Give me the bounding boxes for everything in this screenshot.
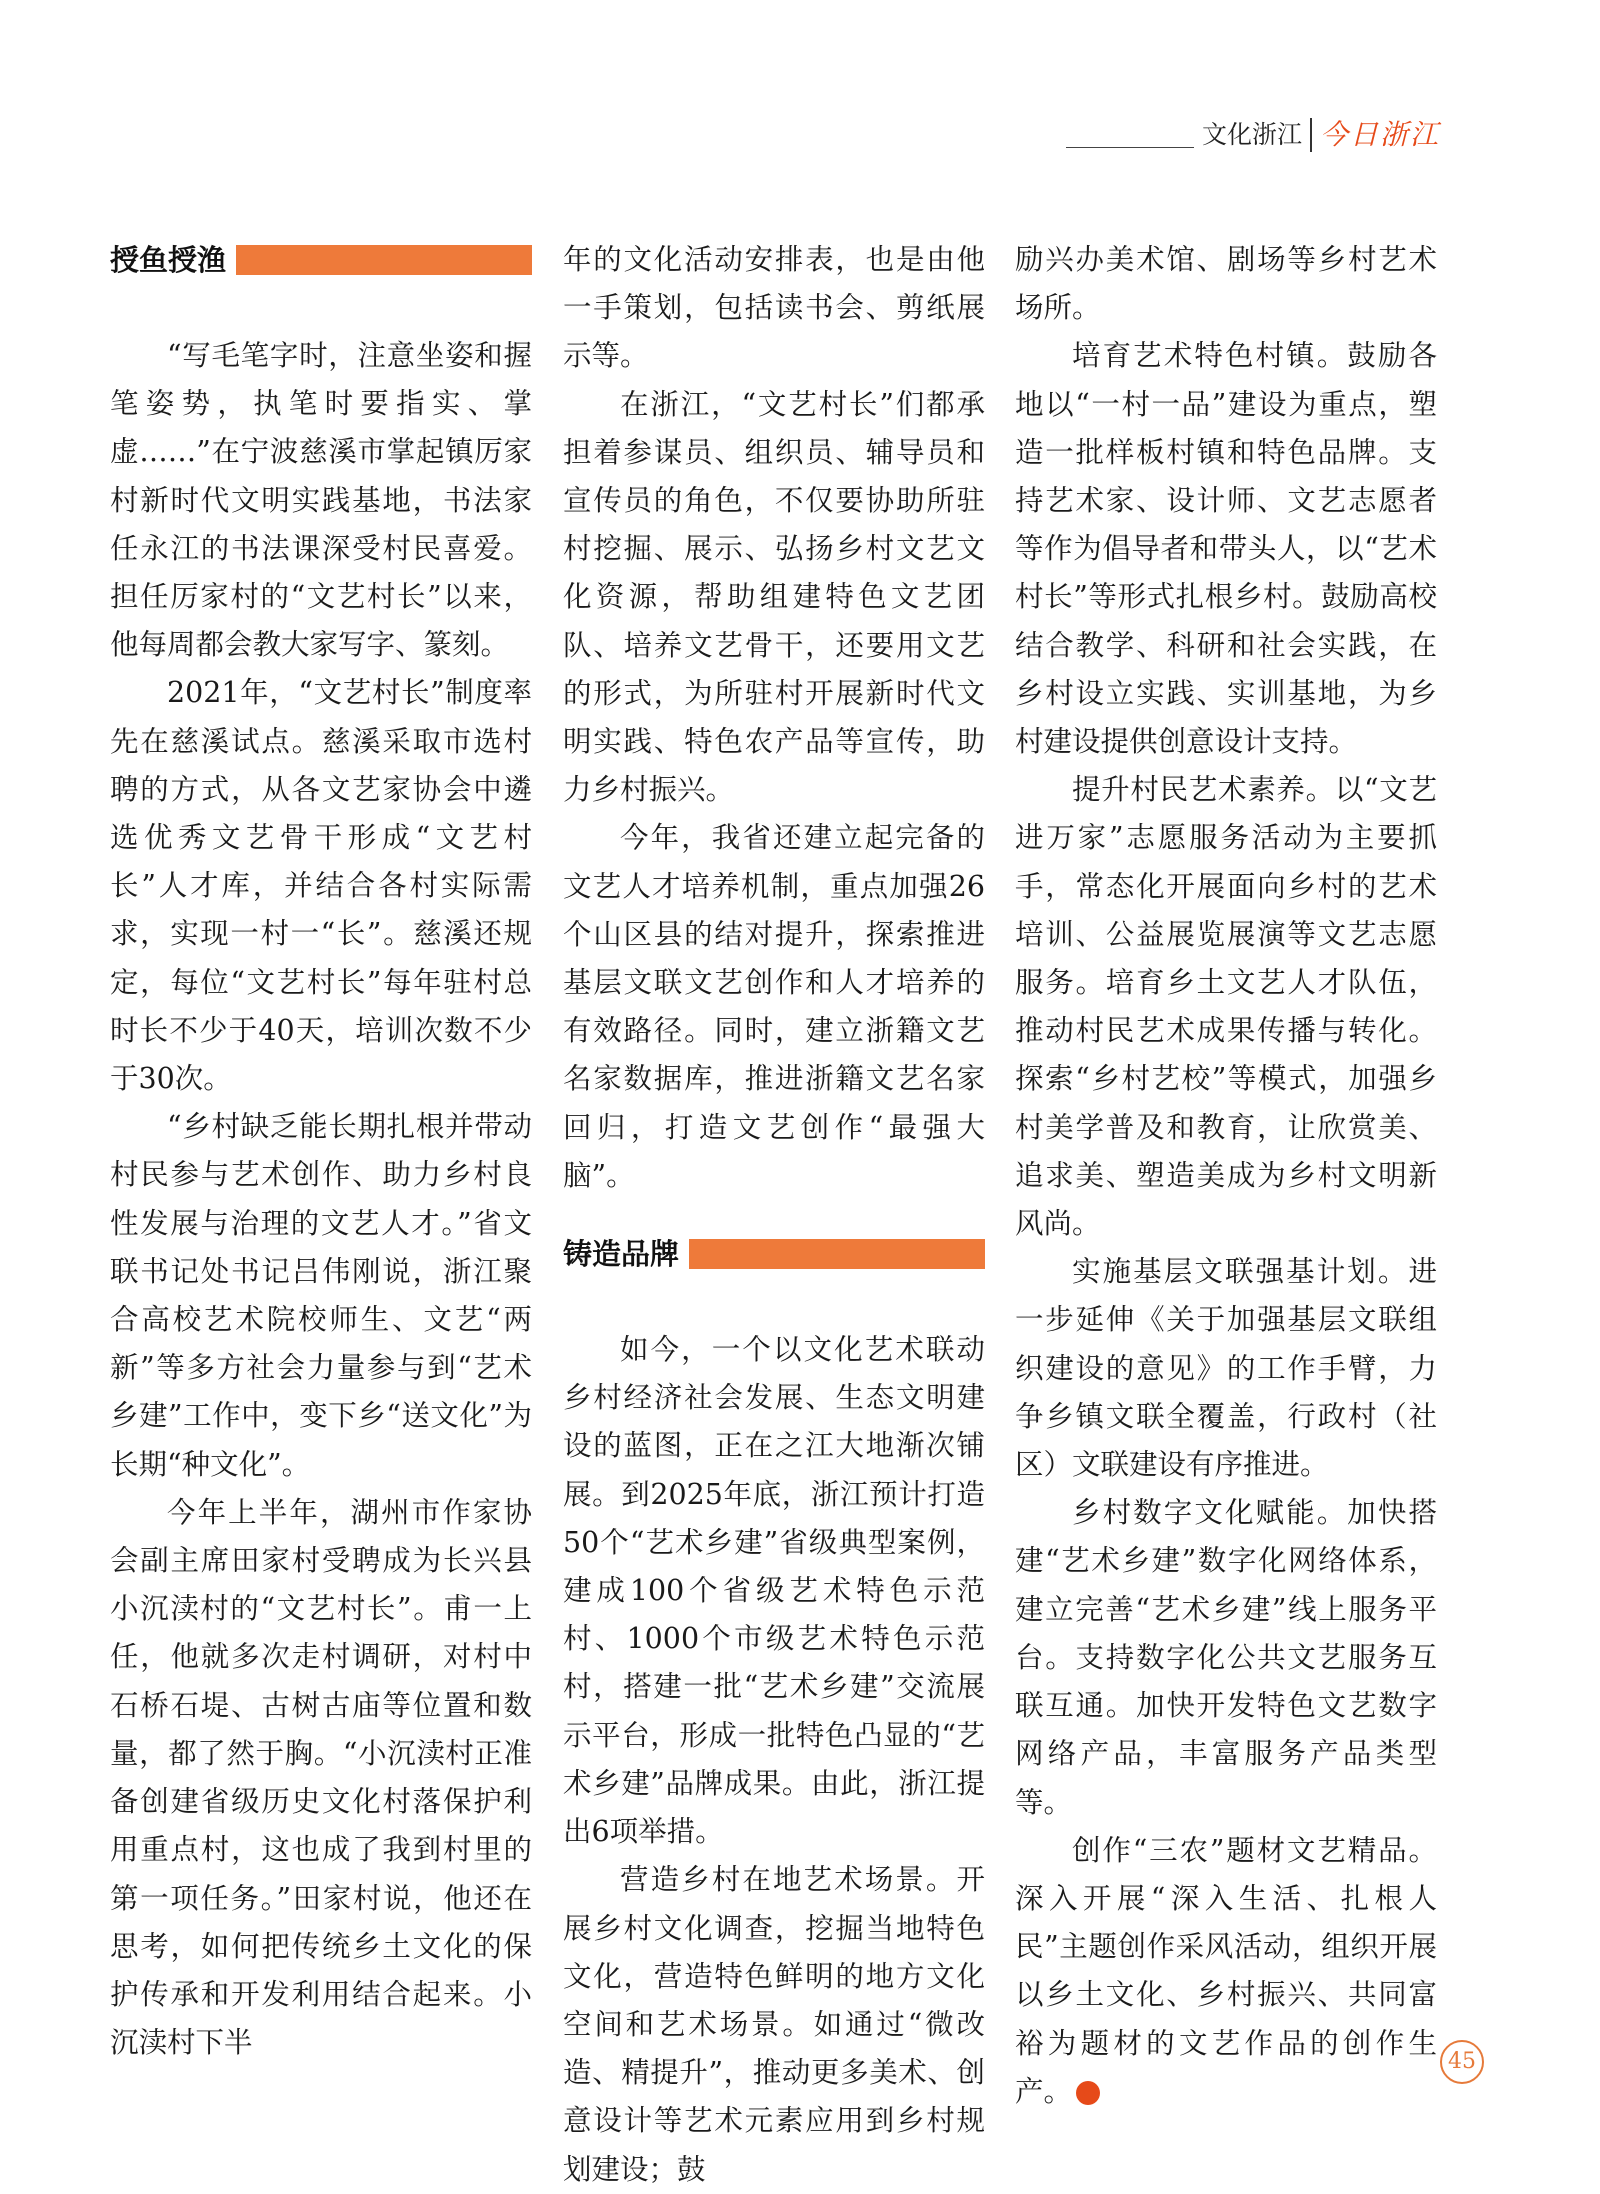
header-rule xyxy=(1066,147,1194,148)
section-heading-2 xyxy=(563,1230,985,1278)
page-number: 45 xyxy=(1440,2040,1484,2084)
paragraph: “乡村缺乏能长期扎根并带动村民参与艺术创作、助力乡村良性发展与治理的文艺人才。”省文联书记处书记吕伟刚说，浙江聚合高校艺术院校师生、文艺“两新”等多方社会力量参与到“艺术乡建”工作中，变下乡“送文化”为长期“种文化”。 xyxy=(110,1110,532,1481)
page-header xyxy=(1066,118,1440,152)
section-heading-1 xyxy=(110,236,532,284)
paragraph: 提升村民艺术素养。以“文艺进万家”志愿服务活动为主要抓手，常态化开展面向乡村的艺术培训、公益展览展演等文艺志愿服务。培育乡土文艺人才队伍，推动村民艺术成果传播与转化。探索“乡村艺校”等模式，加强乡村美学普及和教育，让欣赏美、追求美、塑造美成为乡村文明新风尚。 xyxy=(1015,773,1437,1241)
paragraph: 实施基层文联强基计划。进一步延伸《关于加强基层文联组织建设的意见》的工作手臂，力争乡镇文联全覆盖，行政村（社区）文联建设有序推进。 xyxy=(1015,1255,1437,1482)
paragraph: 今年上半年，湖州市作家协会副主席田家村受聘成为长兴县小沉渎村的“文艺村长”。甫一上任，他就多次走村调研，对村中石桥石堤、古树古庙等位置和数量，都了然于胸。“小沉渎村正准备创建省级历史文化村落保护利用重点村，这也成了我到村里的第一项任务。”田家村说，他还在思考，如何把传统乡土文化的保护传承和开发利用结合起来。小沉渎村下半 xyxy=(110,1495,532,2060)
paragraph-text: 创作“三农”题材文艺精品。深入开展“深入生活、扎根人民”主题创作采风活动，组织开展以乡土文化、乡村振兴、共同富裕为题材的文艺作品的创作生产。 xyxy=(1015,1833,1437,2108)
section-accent-bar xyxy=(689,1239,985,1269)
section-title: 铸造品牌 xyxy=(563,1236,680,1271)
paragraph: 在浙江，“文艺村长”们都承担着参谋员、组织员、辅导员和宣传员的角色，不仅要协助所驻村挖掘、展示、弘扬乡村文艺文化资源，帮助组建特色文艺团队、培养文艺骨干，还要用文艺的形式，为所驻村开展新时代文明实践、特色农产品等宣传，助力乡村振兴。 xyxy=(563,387,985,807)
paragraph: 乡村数字文化赋能。加快搭建“艺术乡建”数字化网络体系，建立完善“艺术乡建”线上服务平台。支持数字化公共文艺服务互联互通。加快开发特色文艺数字网络产品，丰富服务产品类型等。 xyxy=(1015,1496,1437,1819)
section-label: 文化浙江 xyxy=(1201,120,1302,149)
paragraph: 如今，一个以文化艺术联动乡村经济社会发展、生态文明建设的蓝图，正在之江大地渐次铺展。到2025年底，浙江预计打造50个“艺术乡建”省级典型案例，建成100个省级艺术特色示范村、1000个市级艺术特色示范村，搭建一批“艺术乡建”交流展示平台，形成一批特色凸显的“艺术乡建”品牌成果。由此，浙江提出6项举措。 xyxy=(563,1333,985,1849)
column-3 xyxy=(1015,236,1437,2116)
paragraph: 励兴办美术馆、剧场等乡村艺术场所。 xyxy=(1015,243,1437,325)
paragraph: 今年，我省还建立起完备的文艺人才培养机制，重点加强26个山区县的结对提升，探索推进基层文联文艺创作和人才培养的有效路径。同时，建立浙籍文艺名家数据库，推进浙籍文艺名家回归，打造文艺创作“最强大脑”。 xyxy=(563,821,985,1192)
paragraph: 营造乡村在地艺术场景。开展乡村文化调查，挖掘当地特色文化，营造特色鲜明的地方文化空间和艺术场景。如通过“微改造、精提升”，推动更多美术、创意设计等艺术元素应用到乡村规划建设；鼓 xyxy=(563,1863,985,2186)
header-divider xyxy=(1310,118,1312,152)
paragraph: 2021年，“文艺村长”制度率先在慈溪试点。慈溪采取市选村聘的方式，从各文艺家协会中遴选优秀文艺骨干形成“文艺村长”人才库，并结合各村实际需求，实现一村一“长”。慈溪还规定，每位“文艺村长”每年驻村总时长不少于40天，培训次数不少于30次。 xyxy=(110,676,532,1096)
paragraph: 培育艺术特色村镇。鼓励各地以“一村一品”建设为重点，塑造一批样板村镇和特色品牌。支持艺术家、设计师、文艺志愿者等作为倡导者和带头人，以“艺术村长”等形式扎根乡村。鼓励高校结合教学、科研和社会实践，在乡村设立实践、实训基地，为乡村建设提供创意设计支持。 xyxy=(1015,339,1437,759)
end-mark-icon xyxy=(1076,2081,1100,2105)
paragraph: “写毛笔字时，注意坐姿和握笔姿势，执笔时要指实、掌虚……”在宁波慈溪市掌起镇厉家村新时代文明实践基地，书法家任永江的书法课深受村民喜爱。担任厉家村的“文艺村长”以来，他每周都会教大家写字、篆刻。 xyxy=(110,339,532,662)
paragraph: 年的文化活动安排表，也是由他一手策划，包括读书会、剪纸展示等。 xyxy=(563,243,985,373)
section-accent-bar xyxy=(236,245,532,275)
section-title: 授鱼授渔 xyxy=(110,242,227,277)
magazine-logo: 今日浙江 xyxy=(1319,118,1440,151)
column-1 xyxy=(110,236,532,2067)
paragraph xyxy=(1015,1827,1437,2116)
column-2 xyxy=(563,236,985,2194)
